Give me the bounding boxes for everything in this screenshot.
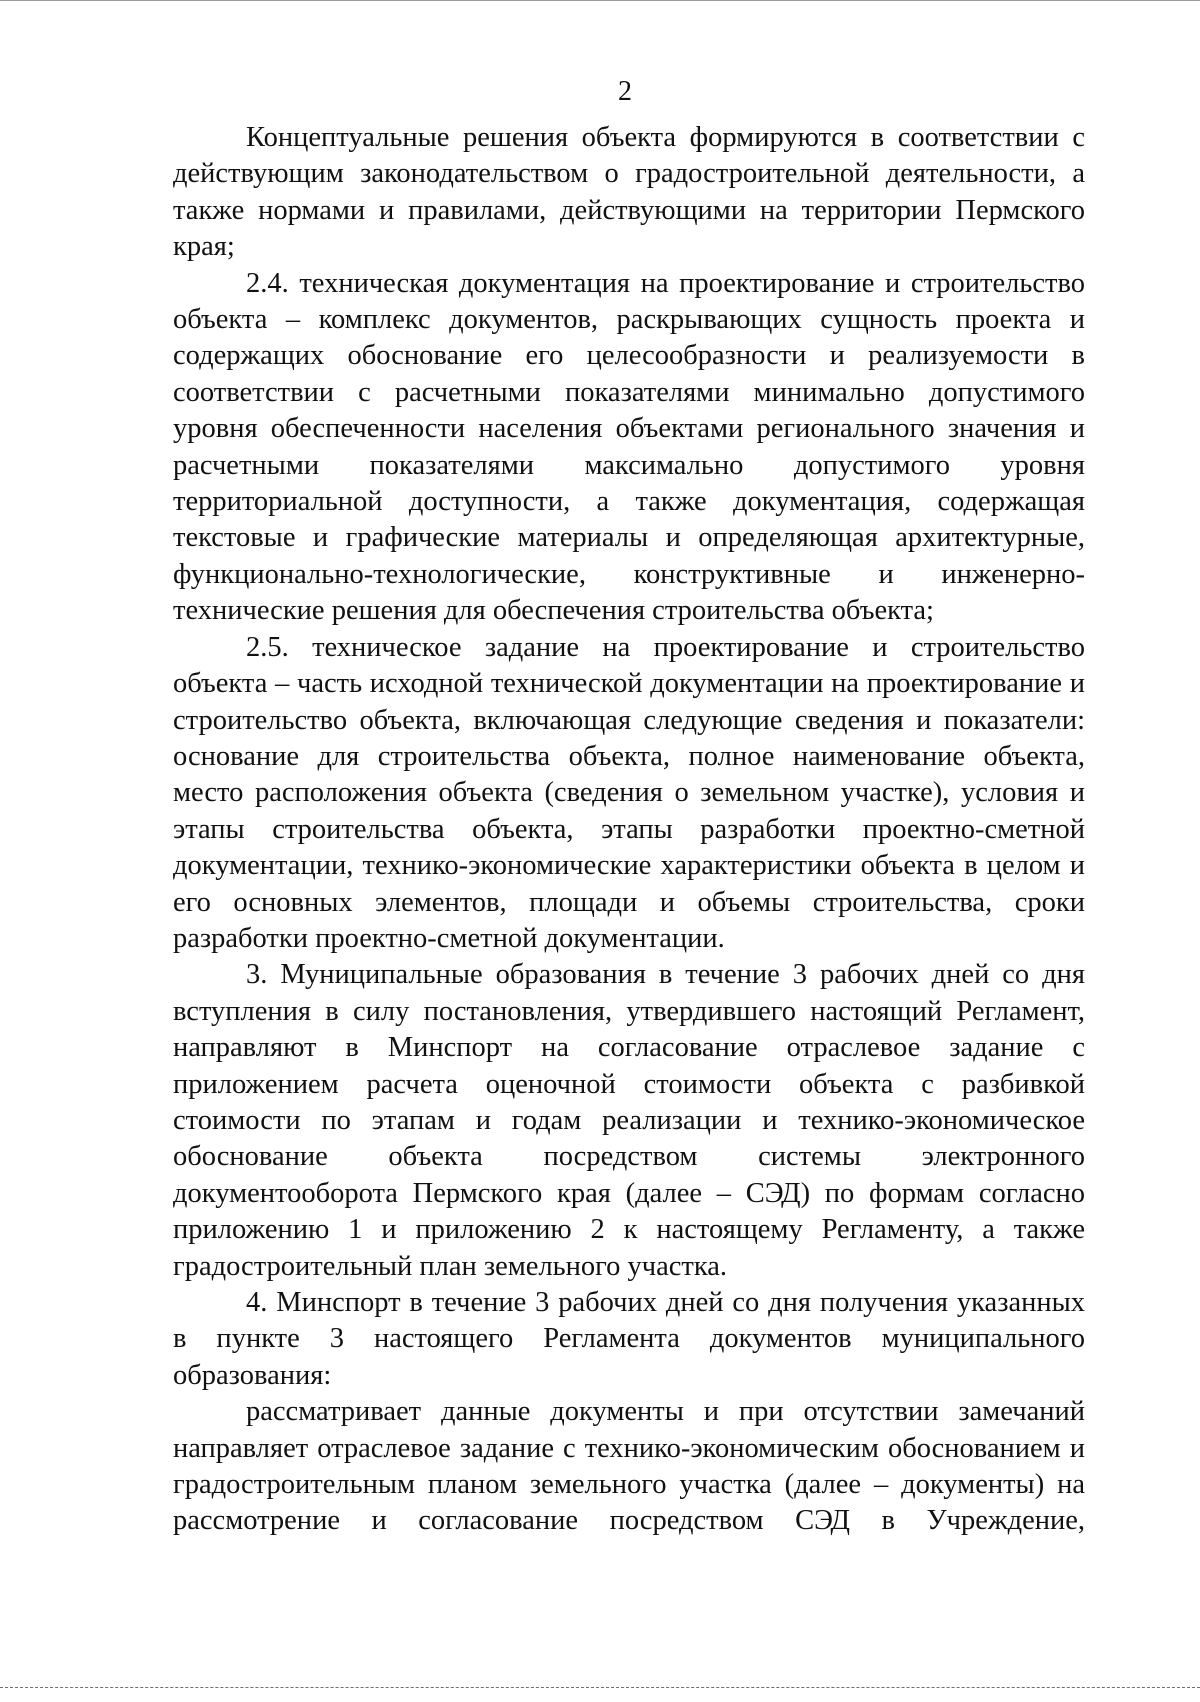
document-body (173, 120, 1085, 1540)
paragraph-2-4-technical-documentation: 2.4. техническая документация на проектирование и строительство объекта – комплекс документов, раскрывающих сущность проекта и содержащих обоснование его целесообразности и реализуемости в соответствии с расчетными показателями минимально допустимого уровня обеспеченности населения объектами регионального значения и расчетными показателями максимально допустимого уровня территориальной доступности, а также документация, содержащая текстовые и графические материалы и определяющая архитектурные, функционально-технологические, конструктивные и инженерно-технические решения для обеспечения строительства объекта; (173, 267, 1085, 627)
paragraph-2-5-technical-assignment: 2.5. техническое задание на проектирование и строительство объекта – часть исходной технической документации на проектирование и строительство объекта, включающая следующие сведения и показатели: основание для строительства объекта, полное наименование объекта, место расположения объекта (сведения о земельном участке), условия и этапы строительства объекта, этапы разработки проектно-сметной документации, технико-экономические характеристики объекта в целом и его основных элементов, площади и объемы строительства, сроки разработки проектно-сметной документации. (173, 631, 1085, 954)
page-number: 2 (618, 76, 632, 107)
scan-edge-top (0, 0, 1200, 1)
scan-edge-bottom (0, 1687, 1200, 1688)
paragraph-concept-solutions: Концептуальные решения объекта формируются в соответствии с действующим законодательством о градостроительной деятельности, а также нормами и правилами, действующими на территории Пермского края; (173, 122, 1085, 263)
paragraph-3-municipal-submission: 3. Муниципальные образования в течение 3 рабочих дней со дня вступления в силу постановления, утвердившего настоящий Регламент, направляют в Минспорт на согласование отраслевое задание с приложением расчета оценочной стоимости объекта с разбивкой стоимости по этапам и годам реализации и технико-экономическое обоснование объекта посредством системы электронного документооборота Пермского края (далее – СЭД) по формам согласно приложению 1 и приложению 2 к настоящему Регламенту, а также градостроительный план земельного участка. (173, 959, 1085, 1282)
paragraph-review-and-forward: рассматривает данные документы и при отсутствии замечаний направляет отраслевое задание с технико-экономическим обоснованием и градостроительным планом земельного участка (далее – документы) на рассмотрение и согласование посредством СЭД в Учреждение, (173, 1396, 1085, 1537)
paragraph-4-minsport-review: 4. Минспорт в течение 3 рабочих дней со дня получения указанных в пункте 3 настоящего Регламента документов муниципального образования: (173, 1287, 1085, 1391)
